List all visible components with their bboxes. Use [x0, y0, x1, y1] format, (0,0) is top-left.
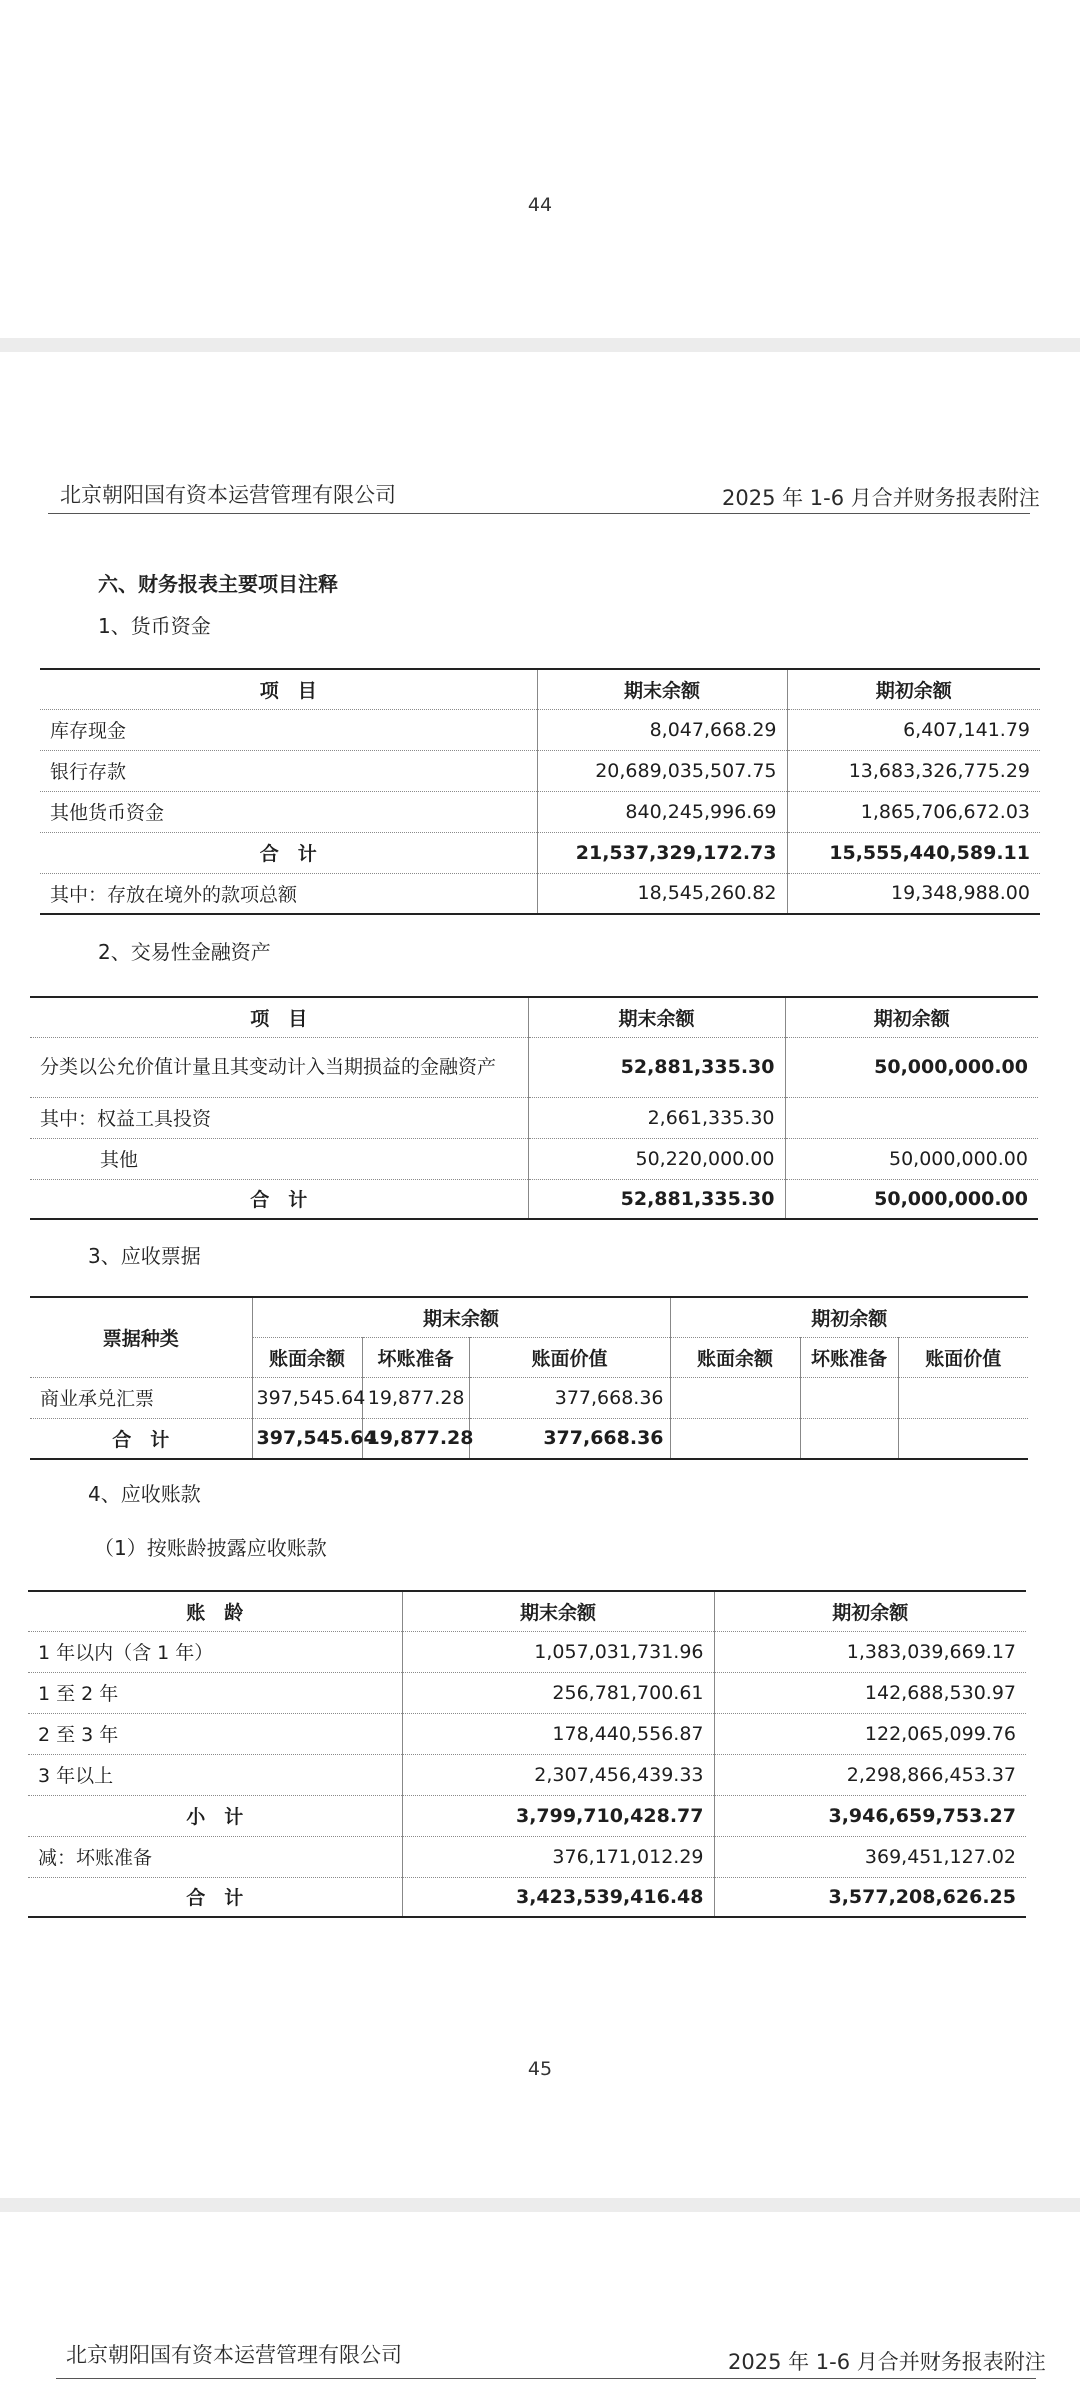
- page-header-right: 2025 年 1-6 月合并财务报表附注: [728, 2350, 1046, 2374]
- cell-begin: 1,383,039,669.17: [714, 1631, 1026, 1672]
- col-header-end: 期末余额: [402, 1591, 714, 1631]
- row-label: 合 计: [40, 832, 537, 873]
- row-label: 减：坏账准备: [28, 1836, 402, 1877]
- cell-end: 18,545,260.82: [537, 873, 787, 914]
- row-label: 库存现金: [40, 709, 537, 750]
- cell: [800, 1418, 898, 1459]
- table-row: [28, 1836, 1026, 1877]
- table-row: [40, 873, 1040, 914]
- trading-table: [30, 996, 1038, 1220]
- page-gap: [0, 2198, 1080, 2212]
- sub-header-book-balance: 账面余额: [252, 1337, 362, 1377]
- table-row: [28, 1631, 1026, 1672]
- sub-header-book-balance: 账面余额: [670, 1337, 800, 1377]
- cell-begin: 19,348,988.00: [787, 873, 1040, 914]
- cell: 19,877.28: [362, 1418, 469, 1459]
- sub-header-bad-debt: 坏账准备: [800, 1337, 898, 1377]
- page-header-right: 2025 年 1-6 月合并财务报表附注: [722, 486, 1040, 510]
- row-label: 其中：权益工具投资: [30, 1097, 528, 1138]
- cell-end: 3,799,710,428.77: [402, 1795, 714, 1836]
- cell-end: 3,423,539,416.48: [402, 1877, 714, 1917]
- cell: 397,545.64: [252, 1418, 362, 1459]
- row-label: 1 年以内（含 1 年）: [28, 1631, 402, 1672]
- cell-end: 21,537,329,172.73: [537, 832, 787, 873]
- col-header-aging: 账 龄: [28, 1591, 402, 1631]
- cell-begin: 50,000,000.00: [785, 1138, 1038, 1179]
- header-rule: [56, 2378, 1036, 2379]
- cell-end: 52,881,335.30: [528, 1037, 785, 1097]
- cell-begin: 142,688,530.97: [714, 1672, 1026, 1713]
- table-row: [28, 1713, 1026, 1754]
- cell: 377,668.36: [469, 1418, 670, 1459]
- table-row: [40, 750, 1040, 791]
- row-label: 其他货币资金: [40, 791, 537, 832]
- cell-begin: 2,298,866,453.37: [714, 1754, 1026, 1795]
- table-row-subtotal: [28, 1795, 1026, 1836]
- table-row-total: [28, 1877, 1026, 1917]
- row-label: 合 计: [30, 1418, 252, 1459]
- header-rule: [48, 513, 1030, 514]
- cell-begin: [785, 1097, 1038, 1138]
- cell-begin: 50,000,000.00: [785, 1179, 1038, 1219]
- section-receivables-title: 4、应收账款: [88, 1482, 201, 1506]
- cell-end: 840,245,996.69: [537, 791, 787, 832]
- sub-header-book-value: 账面价值: [898, 1337, 1028, 1377]
- col-header-end: 期末余额: [252, 1297, 670, 1337]
- cell-end: 52,881,335.30: [528, 1179, 785, 1219]
- section-notes-title: 3、应收票据: [88, 1244, 201, 1268]
- col-header-begin: 期初余额: [785, 997, 1038, 1037]
- cell-begin: 122,065,099.76: [714, 1713, 1026, 1754]
- table-row: [28, 1672, 1026, 1713]
- table-row: [30, 1138, 1038, 1179]
- cell: [670, 1377, 800, 1418]
- table-row: [40, 709, 1040, 750]
- cell-end: 1,057,031,731.96: [402, 1631, 714, 1672]
- cell-end: 256,781,700.61: [402, 1672, 714, 1713]
- table-row: [28, 1754, 1026, 1795]
- cell: 377,668.36: [469, 1377, 670, 1418]
- col-header-begin: 期初余额: [714, 1591, 1026, 1631]
- row-label: 1 至 2 年: [28, 1672, 402, 1713]
- cell: [800, 1377, 898, 1418]
- cell: 397,545.64: [252, 1377, 362, 1418]
- table-row-total: [30, 1418, 1028, 1459]
- cell-begin: 1,865,706,672.03: [787, 791, 1040, 832]
- cell: [670, 1418, 800, 1459]
- notes-table: [30, 1296, 1028, 1460]
- section-cash-title: 1、货币资金: [98, 614, 211, 638]
- cell-end: 8,047,668.29: [537, 709, 787, 750]
- col-header-begin: 期初余额: [670, 1297, 1028, 1337]
- col-header-item: 项 目: [40, 669, 537, 709]
- page-number-44: 44: [527, 194, 553, 216]
- table-row: [30, 1037, 1038, 1097]
- cell-end: 2,307,456,439.33: [402, 1754, 714, 1795]
- cell-end: 2,661,335.30: [528, 1097, 785, 1138]
- sub-header-bad-debt: 坏账准备: [362, 1337, 469, 1377]
- row-label: 合 计: [30, 1179, 528, 1219]
- col-header-end: 期末余额: [537, 669, 787, 709]
- col-header-item: 项 目: [30, 997, 528, 1037]
- section-receivables-subtitle: （1）按账龄披露应收账款: [94, 1536, 327, 1560]
- table-row: [30, 1097, 1038, 1138]
- cell-begin: 13,683,326,775.29: [787, 750, 1040, 791]
- cell-end: 376,171,012.29: [402, 1836, 714, 1877]
- col-header-begin: 期初余额: [787, 669, 1040, 709]
- cash-table: [40, 668, 1040, 915]
- cell-end: 20,689,035,507.75: [537, 750, 787, 791]
- table-row: [30, 1377, 1028, 1418]
- row-label: 银行存款: [40, 750, 537, 791]
- page-header-left: 北京朝阳国有资本运营管理有限公司: [60, 483, 396, 507]
- receivables-table: [28, 1590, 1026, 1918]
- cell-end: 178,440,556.87: [402, 1713, 714, 1754]
- row-label: 小 计: [28, 1795, 402, 1836]
- table-row-total: [40, 832, 1040, 873]
- cell-begin: 15,555,440,589.11: [787, 832, 1040, 873]
- row-label: 3 年以上: [28, 1754, 402, 1795]
- page-number-45: 45: [527, 2058, 553, 2080]
- table-row: [40, 791, 1040, 832]
- cell-begin: 3,946,659,753.27: [714, 1795, 1026, 1836]
- page-44: [0, 0, 1080, 338]
- cell: [898, 1418, 1028, 1459]
- page-46: [0, 2212, 1080, 2388]
- sub-header-book-value: 账面价值: [469, 1337, 670, 1377]
- chapter-title: 六、财务报表主要项目注释: [98, 572, 338, 596]
- cell-begin: 369,451,127.02: [714, 1836, 1026, 1877]
- row-label: 分类以公允价值计量且其变动计入当期损益的金融资产: [30, 1037, 528, 1097]
- page-45: [0, 352, 1080, 2198]
- section-trading-title: 2、交易性金融资产: [98, 940, 271, 964]
- row-label: 其中：存放在境外的款项总额: [40, 873, 537, 914]
- table-row-total: [30, 1179, 1038, 1219]
- cell-begin: 3,577,208,626.25: [714, 1877, 1026, 1917]
- row-label: 其他: [30, 1138, 528, 1179]
- row-label: 商业承兑汇票: [30, 1377, 252, 1418]
- col-header-type: 票据种类: [30, 1297, 252, 1377]
- cell-begin: 6,407,141.79: [787, 709, 1040, 750]
- row-label: 合 计: [28, 1877, 402, 1917]
- page-gap: [0, 338, 1080, 352]
- cell-begin: 50,000,000.00: [785, 1037, 1038, 1097]
- cell: [898, 1377, 1028, 1418]
- col-header-end: 期末余额: [528, 997, 785, 1037]
- cell: 19,877.28: [362, 1377, 469, 1418]
- page-header-left: 北京朝阳国有资本运营管理有限公司: [66, 2343, 402, 2367]
- row-label: 2 至 3 年: [28, 1713, 402, 1754]
- cell-end: 50,220,000.00: [528, 1138, 785, 1179]
